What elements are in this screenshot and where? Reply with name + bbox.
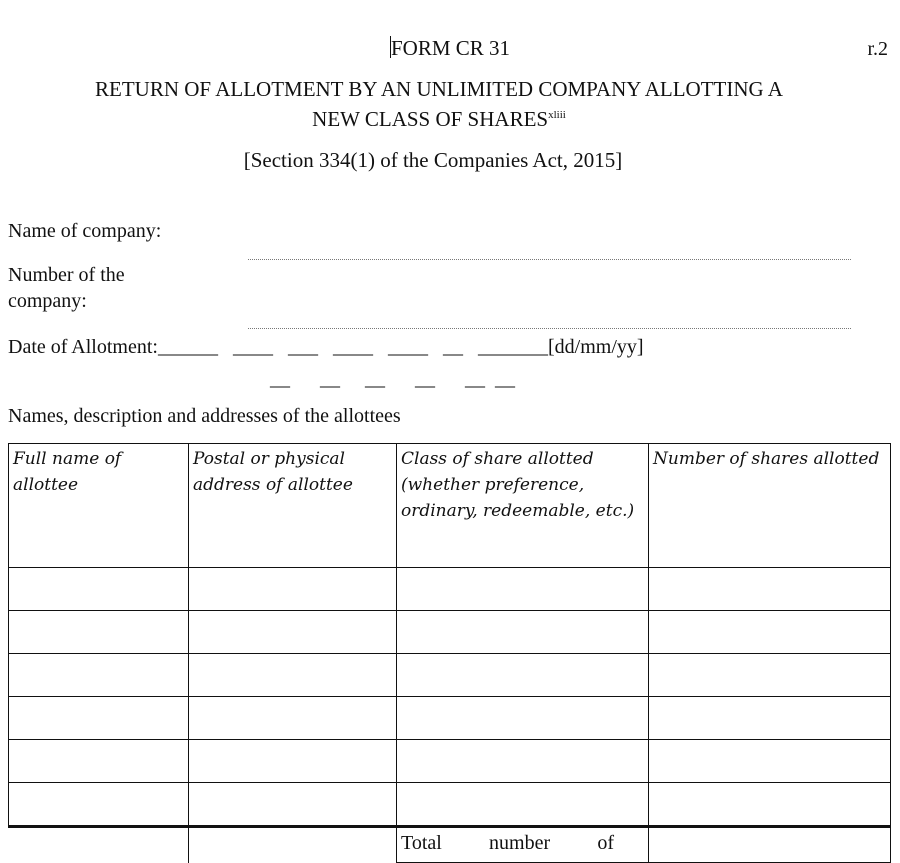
cell[interactable] bbox=[397, 740, 649, 783]
section-reference: [Section 334(1) of the Companies Act, 2015] bbox=[243, 148, 623, 172]
date-field[interactable]: ______ ____ ___ ____ ____ __ _______ bbox=[157, 336, 548, 358]
table-row bbox=[9, 611, 891, 654]
cell[interactable] bbox=[9, 654, 189, 697]
endnote-ref: xliii bbox=[548, 109, 566, 121]
cell[interactable] bbox=[189, 740, 397, 783]
allottees-table bbox=[8, 443, 891, 863]
cell[interactable] bbox=[649, 697, 891, 740]
cell bbox=[189, 827, 397, 863]
cell[interactable] bbox=[397, 697, 649, 740]
form-heading: RETURN OF ALLOTMENT BY AN UNLIMITED COMPANY ALLOTTING A NEW CLASS OF $SHARES^{xliii}$ bbox=[95, 77, 783, 131]
company-number-label-1: Number of the bbox=[8, 264, 125, 286]
table-row bbox=[9, 783, 891, 827]
total-row bbox=[9, 827, 891, 863]
header-full-name: Full name of allottee bbox=[9, 444, 189, 568]
cell[interactable] bbox=[189, 697, 397, 740]
cell[interactable] bbox=[649, 611, 891, 654]
cell[interactable] bbox=[397, 568, 649, 611]
table-row bbox=[9, 697, 891, 740]
cell[interactable] bbox=[649, 568, 891, 611]
cell[interactable] bbox=[649, 783, 891, 827]
cell[interactable] bbox=[9, 697, 189, 740]
rule-reference: r.2 bbox=[867, 38, 888, 60]
cell[interactable] bbox=[189, 654, 397, 697]
header-address: Postal or physical address of allottee bbox=[189, 444, 397, 568]
date-field-continued[interactable]: __ __ __ __ __ __ bbox=[270, 368, 515, 390]
total-label: Total number of bbox=[397, 827, 649, 863]
table-row bbox=[9, 740, 891, 783]
company-number-field[interactable] bbox=[248, 328, 851, 329]
cell[interactable] bbox=[9, 740, 189, 783]
cell[interactable] bbox=[649, 740, 891, 783]
table-caption: Names, description and addresses of the allottees bbox=[8, 405, 401, 427]
cell[interactable] bbox=[189, 568, 397, 611]
company-name-field[interactable] bbox=[248, 259, 851, 260]
cell[interactable] bbox=[9, 568, 189, 611]
header-number: Number of shares allotted bbox=[649, 444, 891, 568]
company-number-label-2: company: bbox=[8, 290, 87, 312]
date-of-allotment: Date of Allotment:______ ____ ___ ____ ____ __ _______[dd/mm/yy] bbox=[8, 336, 644, 358]
cell[interactable] bbox=[397, 611, 649, 654]
table-row bbox=[9, 654, 891, 697]
cell[interactable] bbox=[189, 783, 397, 827]
table-header-row bbox=[9, 444, 891, 568]
cell[interactable] bbox=[397, 783, 649, 827]
company-name-label: Name of company: bbox=[8, 220, 162, 242]
header-class: Class of share allotted (whether preference, ordinary, redeemable, etc.) bbox=[397, 444, 649, 568]
cell[interactable] bbox=[9, 611, 189, 654]
cell[interactable] bbox=[9, 783, 189, 827]
cell[interactable] bbox=[649, 654, 891, 697]
total-value-cell[interactable] bbox=[649, 827, 891, 863]
form-id: FORM CR 31 bbox=[390, 36, 511, 60]
cell[interactable] bbox=[397, 654, 649, 697]
cell[interactable] bbox=[189, 611, 397, 654]
cell bbox=[9, 827, 189, 863]
table-row bbox=[9, 568, 891, 611]
